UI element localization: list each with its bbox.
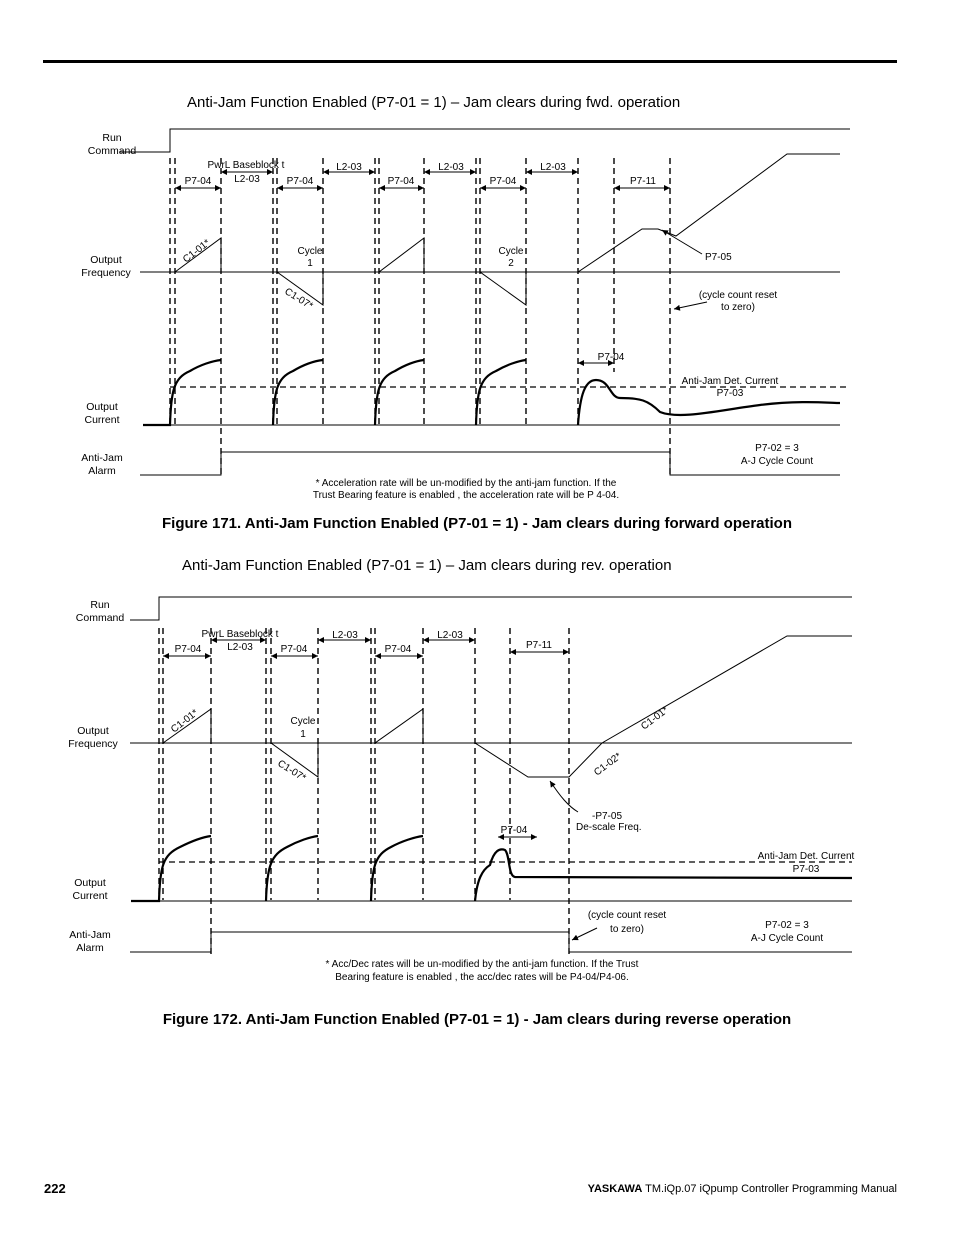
- interval-label: P7-04: [174, 644, 202, 655]
- row-label: Run: [90, 599, 110, 611]
- output-frequency-signal: [163, 636, 852, 777]
- detect-current-label: P7-03: [792, 864, 820, 875]
- row-label: Run: [102, 132, 122, 144]
- reset-pointer: [572, 928, 597, 940]
- interval-label: P7-11: [630, 176, 656, 187]
- page-number: 222: [44, 1181, 66, 1196]
- row-label: Alarm: [88, 465, 116, 477]
- run-command-signal: [130, 597, 852, 620]
- p7-05-label: -P7-05: [592, 811, 623, 822]
- interval-arrows: [163, 640, 569, 837]
- row-label: Output: [90, 254, 122, 266]
- p7-05-pointer: [550, 781, 578, 812]
- interval-label: P7-04: [184, 176, 212, 187]
- row-label: Frequency: [81, 267, 131, 279]
- footnote: Bearing feature is enabled , the acc/dec rates will be P4-04/P4-06.: [335, 972, 629, 983]
- figure-172-title: Anti-Jam Function Enabled (P7-01 = 1) – Jam clears during rev. operation: [182, 557, 672, 574]
- time-markers: [159, 628, 569, 955]
- interval-label: L2-03: [336, 162, 362, 173]
- row-label: Alarm: [76, 942, 104, 954]
- row-label: Output: [77, 725, 109, 737]
- row-label: Current: [72, 890, 108, 902]
- p7-05-pointer: [662, 230, 702, 254]
- row-label: Anti-Jam: [69, 929, 111, 941]
- interval-label: PwrL Baseblock t: [201, 629, 279, 640]
- row-label: Output: [86, 401, 118, 413]
- footnote: * Acceleration rate will be un-modified by the anti-jam function. If the: [315, 478, 617, 489]
- cycle-count-label: A-J Cycle Count: [740, 456, 814, 467]
- footnote: * Acc/Dec rates will be un-modified by the anti-jam function. If the Trust: [325, 959, 639, 970]
- p7-05-label: De-scale Freq.: [576, 822, 642, 833]
- reset-label: to zero): [610, 924, 644, 935]
- current-pulse: [371, 836, 423, 901]
- anti-jam-alarm-signal: [140, 452, 840, 475]
- interval-label: L2-03: [438, 162, 464, 173]
- accel-label: C1-01*: [169, 707, 201, 736]
- interval-label: P7-04: [280, 644, 308, 655]
- cycle-label: Cycle: [498, 246, 524, 257]
- accel-label: C1-01*: [639, 704, 671, 733]
- detect-current-label: Anti-Jam Det. Current: [757, 851, 855, 862]
- figure-171-timing-diagram: [0, 125, 954, 510]
- accel-label: C1-01*: [181, 237, 213, 266]
- cycle-count-label: P7-02 = 3: [765, 920, 809, 931]
- reset-label: to zero): [721, 302, 755, 313]
- cycle-label: 1: [300, 729, 306, 740]
- footer-manual-title: TM.iQp.07 iQpump Controller Programming Manual: [645, 1183, 897, 1195]
- top-rule: [43, 60, 897, 63]
- interval-label: L2-03: [332, 630, 358, 641]
- time-markers: [170, 158, 670, 478]
- run-command-signal: [120, 129, 850, 152]
- interval-label: P7-04: [387, 176, 415, 187]
- row-label: Anti-Jam: [81, 452, 123, 464]
- cycle-count-label: A-J Cycle Count: [750, 933, 824, 944]
- cycle-count-label: P7-02 = 3: [755, 443, 799, 454]
- interval-label: P7-04: [489, 176, 517, 187]
- decel-label: C1-07*: [282, 286, 315, 313]
- row-label: Current: [84, 414, 120, 426]
- decel-label: C1-02*: [592, 750, 624, 779]
- reset-label: (cycle count reset: [698, 290, 778, 301]
- decel-label: C1-07*: [275, 758, 308, 785]
- footnote: Trust Bearing feature is enabled , the acceleration rate will be P 4-04.: [312, 490, 620, 501]
- row-label: Command: [87, 145, 137, 157]
- detect-current-label: P7-03: [716, 388, 744, 399]
- interval-label: P7-04: [286, 176, 314, 187]
- current-pulse: [266, 836, 318, 901]
- current-pulse: [476, 360, 526, 425]
- interval-label: L2-03: [540, 162, 566, 173]
- footer: [588, 1183, 897, 1195]
- row-label: Frequency: [68, 738, 118, 750]
- current-pulse: [143, 360, 221, 425]
- interval-label: P7-11: [526, 640, 552, 651]
- current-pulse: [131, 836, 211, 901]
- cycle-label: Cycle: [297, 246, 323, 257]
- interval-label: P7-04: [597, 352, 625, 363]
- figure-171-caption: Figure 171. Anti-Jam Function Enabled (P7-01 = 1) - Jam clears during forward operation: [162, 515, 792, 532]
- figure-172-caption: Figure 172. Anti-Jam Function Enabled (P7-01 = 1) - Jam clears during reverse operation: [162, 1011, 792, 1028]
- reset-pointer: [674, 302, 707, 309]
- current-pulse: [375, 360, 424, 425]
- cycle-label: 2: [508, 258, 514, 269]
- figure-172-timing-diagram: [0, 590, 954, 990]
- interval-label: L2-03: [234, 174, 260, 185]
- interval-label: PwrL Baseblock t: [207, 160, 285, 171]
- figure-171-title: Anti-Jam Function Enabled (P7-01 = 1) – Jam clears during fwd. operation: [187, 94, 681, 111]
- interval-label: P7-04: [384, 644, 412, 655]
- row-label: Command: [75, 612, 125, 624]
- cycle-label: Cycle: [290, 716, 316, 727]
- footer-brand: YASKAWA: [587, 1183, 643, 1195]
- p7-05-label: P7-05: [705, 252, 732, 263]
- interval-label: P7-04: [500, 825, 528, 836]
- interval-arrows: [175, 172, 670, 363]
- row-label: Output: [74, 877, 106, 889]
- current-pulse: [273, 360, 323, 425]
- interval-label: L2-03: [227, 642, 253, 653]
- detect-current-label: Anti-Jam Det. Current: [681, 376, 779, 387]
- reset-label: (cycle count reset: [587, 910, 667, 921]
- anti-jam-alarm-signal: [130, 932, 852, 952]
- interval-label: L2-03: [437, 630, 463, 641]
- cycle-label: 1: [307, 258, 313, 269]
